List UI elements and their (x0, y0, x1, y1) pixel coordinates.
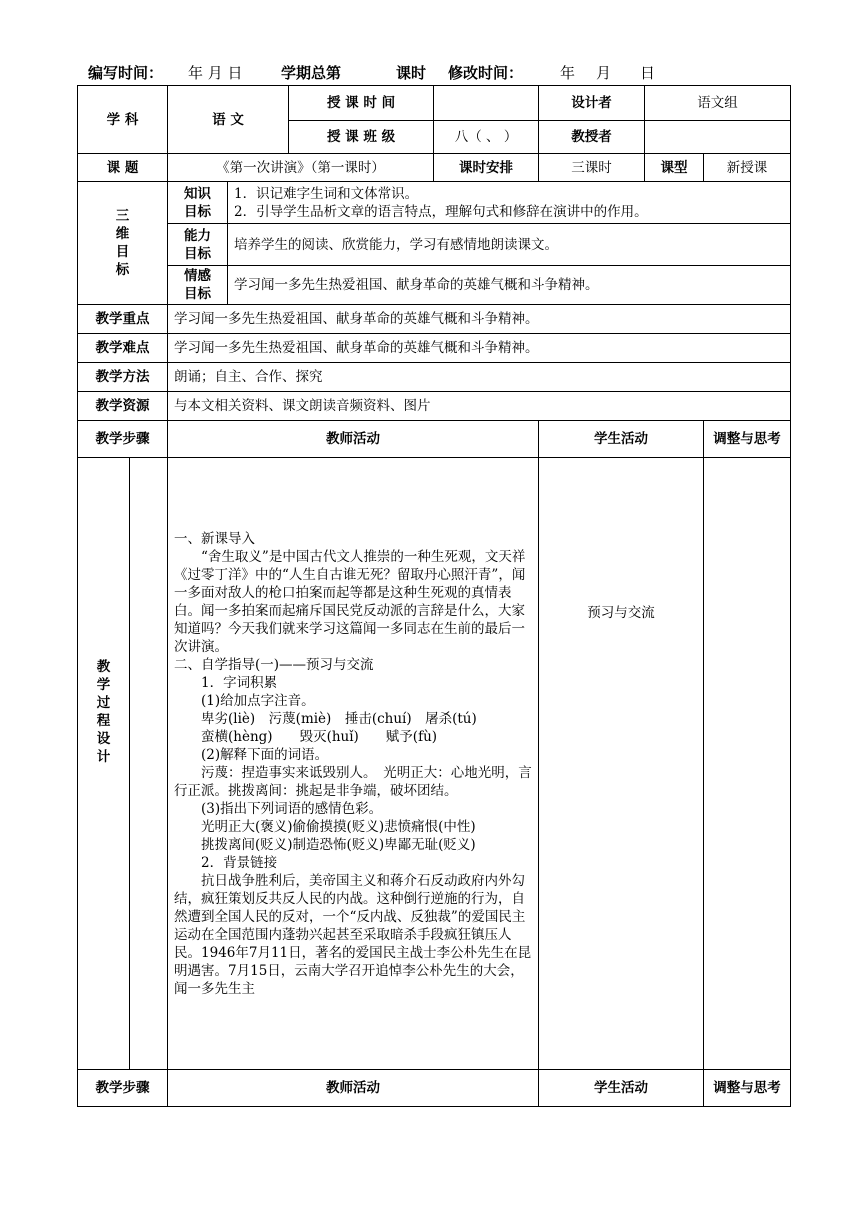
difficulties-value: 学习闻一多先生热爱祖国、献身革命的英雄气概和斗争精神。 (168, 334, 791, 363)
column-steps: 教学步骤 (78, 421, 168, 458)
methods-value: 朗诵；自主、合作、探究 (168, 363, 791, 392)
teacher-activity-content (168, 458, 539, 1070)
schedule-value: 三课时 (539, 154, 645, 182)
adjust-content (704, 458, 791, 1070)
process-label-char: 学 (96, 677, 111, 693)
resources-value: 与本文相关资料、课文朗读音频资料、图片 (168, 392, 791, 421)
column-adjust-repeat: 调整与思考 (704, 1070, 791, 1107)
page-header (88, 60, 788, 84)
modify-time-label: 修改时间： (448, 64, 524, 82)
column-student-activity-repeat: 学生活动 (539, 1070, 704, 1107)
content-line: 2．背景链接 (201, 854, 278, 871)
topic-label: 课 题 (78, 154, 168, 182)
goals-label-char: 标 (115, 262, 130, 278)
column-steps-repeat: 教学步骤 (78, 1070, 168, 1107)
process-subcolumn (130, 458, 168, 1070)
class-label: 授 课 班 级 (289, 121, 434, 154)
teacher-label: 教授者 (539, 121, 645, 154)
write-time-label: 编写时间： (88, 64, 164, 82)
schedule-label: 课时安排 (434, 154, 539, 182)
resources-label: 教学资源 (78, 392, 168, 421)
modify-day: 日 (640, 64, 656, 82)
key-points-label: 教学重点 (78, 305, 168, 334)
time-label: 授 课 时 间 (289, 86, 434, 121)
semester-label: 学期总第 (281, 64, 342, 82)
process-label-char: 过 (96, 695, 111, 711)
goals-label (78, 182, 168, 305)
content-line: (3)指出下列词语的感情色彩。 (201, 800, 383, 817)
process-label-char: 程 (96, 713, 111, 729)
content-line: 蛮横(hèng) 毁灭(huǐ) 赋予(fù) (201, 728, 438, 745)
emotion-label-line: 目标 (184, 286, 212, 302)
topic-value: 《第一次讲演》（第一课时） (168, 154, 434, 182)
content-line: 挑拨离间(贬义)制造恐怖(贬义)卑鄙无耻(贬义) (201, 836, 476, 853)
goals-label-char: 维 (115, 226, 130, 242)
knowledge-goal (228, 182, 791, 224)
subject-value: 语 文 (168, 86, 289, 154)
content-paragraph: 抗日战争胜利后，美帝国主义和蒋介石反动政府内外勾结，疯狂策划反共反人民的内战。这种倒行逆施的行为，自然遭到全国人民的反对，一个“反内战、反独裁”的爱国民主运动在全国范围内蓬勃兴起甚至采取暗杀手段疯狂镇压人民。1946年7月11日，著名的爱国民主战士李公朴先生在昆明遇害。7月15日，云南大学召开追悼李公朴先生的大会，闻一多先生主 (174, 872, 532, 997)
designer-label: 设计者 (539, 86, 645, 121)
period-label: 课时 (396, 64, 427, 82)
designer-value: 语文组 (645, 86, 791, 121)
write-date: 年 月 日 (188, 64, 243, 82)
content-line: (2)解释下面的词语。 (201, 746, 329, 763)
knowledge-goal-label (168, 182, 228, 224)
difficulties-label: 教学难点 (78, 334, 168, 363)
type-value: 新授课 (704, 154, 791, 182)
subject-label: 学 科 (78, 86, 168, 154)
content-line: 一、新课导入 (174, 530, 256, 547)
emotion-goal: 学习闻一多先生热爱祖国、献身革命的英雄气概和斗争精神。 (228, 266, 791, 305)
column-teacher-activity: 教师活动 (168, 421, 539, 458)
content-line: 光明正大(褒义)偷偷摸摸(贬义)悲愤痛恨(中性) (201, 818, 476, 835)
knowledge-goal-1: 1．识记难字生词和文体常识。 (234, 185, 419, 202)
ability-goal-label (168, 224, 228, 266)
process-label-char: 设 (96, 731, 111, 747)
knowledge-label-line: 目标 (184, 203, 212, 220)
type-label: 课型 (645, 154, 704, 182)
methods-label: 教学方法 (78, 363, 168, 392)
modify-year: 年 (560, 64, 576, 82)
knowledge-label-line: 知识 (184, 185, 212, 202)
content-line: 二、自学指导(一)——预习与交流 (174, 656, 374, 673)
ability-label-line: 能力 (184, 227, 212, 244)
student-activity-content: 预习与交流 (539, 458, 704, 1070)
column-adjust: 调整与思考 (704, 421, 791, 458)
goals-label-char: 目 (115, 244, 130, 260)
modify-month: 月 (596, 64, 612, 82)
content-paragraph: 污蔑：捏造事实来诋毁别人。 光明正大：心地光明，言行正派。挑拨离间：挑起是非争端，破坏团结。 (174, 764, 532, 799)
lesson-plan-table (77, 85, 791, 1107)
ability-label-line: 目标 (184, 245, 212, 262)
knowledge-goal-2: 2．引导学生品析文章的语言特点，理解句式和修辞在演讲中的作用。 (234, 203, 648, 220)
teacher-value[interactable] (645, 121, 791, 154)
emotion-label-line: 情感 (184, 268, 212, 284)
emotion-goal-label (168, 266, 228, 305)
content-line: 1．字词积累 (201, 674, 278, 691)
process-label-char: 计 (96, 749, 111, 765)
column-teacher-activity-repeat: 教师活动 (168, 1070, 539, 1107)
time-value[interactable] (434, 86, 539, 121)
process-label-char: 教 (96, 659, 111, 675)
goals-label-char: 三 (115, 208, 130, 224)
ability-goal: 培养学生的阅读、欣赏能力，学习有感情地朗读课文。 (228, 224, 791, 266)
content-line: (1)给加点字注音。 (201, 692, 315, 709)
content-line: 卑劣(liè) 污蔑(miè) 捶击(chuí) 屠杀(tú) (201, 710, 477, 727)
column-student-activity: 学生活动 (539, 421, 704, 458)
process-design-label (78, 458, 130, 1070)
class-value: 八（ 、 ） (434, 121, 539, 154)
key-points-value: 学习闻一多先生热爱祖国、献身革命的英雄气概和斗争精神。 (168, 305, 791, 334)
content-paragraph: “舍生取义”是中国古代文人推崇的一种生死观，文天祥《过零丁洋》中的“人生自古谁无死？留取丹心照汗青”，闻一多面对敌人的枪口拍案而起等都是这种生死观的真情表白。闻一多拍案而起痛斥国民党反动派的言辞是什么，大家知道吗？今天我们就来学习这篇闻一多同志在生前的最后一次讲演。 (174, 548, 526, 655)
